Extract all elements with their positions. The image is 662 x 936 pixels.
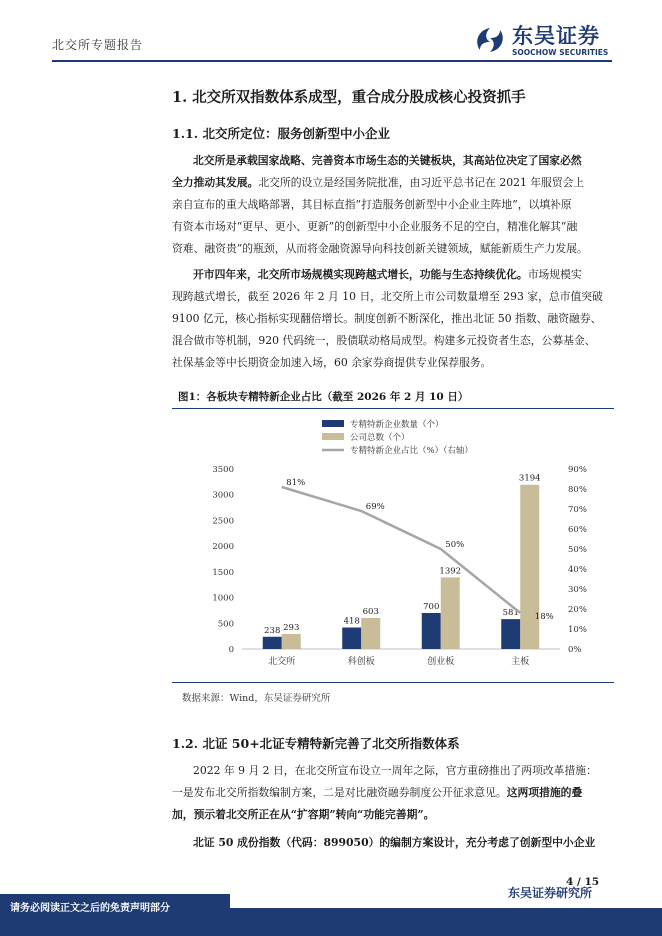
p3-line-3-bold: 加，预示着北交所正在从“扩容期”转向“功能完善期”。: [172, 808, 435, 821]
section-1-heading: 1. 北交所双指数体系成型，重合成分股成核心投资抓手: [172, 89, 526, 106]
legend-label-0: 专精特新企业数量（个）: [350, 420, 444, 430]
y-right-tick-2: 20%: [568, 605, 587, 615]
brand-name-en: SOOCHOW SECURITIES: [512, 48, 609, 57]
bar-label-1-0: 293: [283, 622, 300, 633]
y-right-tick-0: 0%: [568, 645, 582, 655]
p2-line-5: 社保基金等中长期资金加速入场，60 余家券商提供专业保荐服务。: [172, 356, 492, 369]
footer-disclaimer: [0, 894, 230, 918]
p1-line-4: 有资本市场对“更早、更小、更新”的创新型中小企业服务不足的空白，精准化解其“融: [172, 220, 578, 233]
paragraph-4: [172, 832, 614, 854]
header-rule: [52, 60, 612, 62]
p2-line-4: 混合做市等机制，920 代码统一，股债联动格局成型。构建多元投资者生态，公募基金、: [172, 334, 596, 347]
y-right-tick-5: 50%: [568, 545, 587, 555]
pct-label-1: 69%: [365, 502, 385, 512]
p2-line-3: 9100 亿元，核心指标实现翻倍增长。制度创新不断深化，推出北证 50 指数、融资融券、: [172, 312, 602, 325]
p1-bold-2: 全力推动其发展。: [172, 176, 259, 189]
p2-bold: 开市四年来，北交所市场规模实现跨越式增长，功能与生态持续优化。: [193, 268, 528, 281]
figure-1-source: 数据来源：Wind，东吴证券研究所: [182, 693, 331, 704]
pct-label-2: 50%: [445, 540, 465, 550]
legend-swatch-0: [322, 420, 344, 427]
paragraph-3: [172, 760, 614, 826]
bar-0-1: [342, 628, 361, 649]
y-left-tick-1: 500: [217, 619, 234, 630]
y-left-tick-2: 1000: [212, 593, 234, 604]
legend-swatch-1: [322, 433, 344, 440]
p3-line-2-normal: 一是发布北交所指数编制方案，二是对比融资融券制度公开征求意见。: [172, 786, 507, 799]
bar-1-0: [282, 634, 301, 649]
section-1-2-heading: 1.2. 北证 50+北证专精特新完善了北交所指数体系: [172, 736, 460, 751]
pct-label-3: 18%: [534, 612, 554, 622]
p1-rest-2: 北交所的设立是经国务院批准，由习近平总书记在 2021 年服贸会上: [258, 176, 585, 189]
bar-line-chart: [172, 412, 614, 682]
y-right-tick-8: 80%: [568, 485, 587, 495]
p2-line-2: 现跨越式增长，截至 2026 年 2 月 10 日，北交所上市公司数量增至 293 家，总市值突破: [172, 290, 603, 303]
p1-line-3: 亲自宣布的重大战略部署，其目标直指“打造服务创新型中小企业主阵地”，以填补原: [172, 198, 572, 211]
y-left-tick-6: 3000: [212, 490, 234, 501]
bar-label-0-2: 700: [423, 602, 440, 612]
bar-label-0-1: 418: [343, 616, 360, 627]
bar-0-0: [263, 637, 282, 649]
pct-line: [282, 487, 521, 613]
bar-0-2: [422, 613, 441, 649]
brand-name-cn: 东吴证券: [512, 24, 600, 48]
y-right-tick-9: 90%: [568, 465, 587, 475]
y-right-tick-3: 30%: [568, 585, 587, 595]
y-left-tick-4: 2000: [212, 542, 234, 553]
paragraph-2: [172, 264, 614, 374]
bar-label-1-2: 1392: [439, 566, 462, 577]
y-left-tick-7: 3500: [212, 465, 234, 475]
page-number: 4 / 15: [566, 876, 600, 888]
paragraph-1: [172, 150, 614, 260]
footer-institute: 东吴证券研究所: [508, 886, 593, 900]
figure-1-bottom-rule: [172, 682, 614, 683]
bar-1-1: [361, 618, 380, 649]
y-right-tick-4: 40%: [568, 565, 587, 575]
x-tick-0: 北交所: [268, 657, 296, 667]
y-right-tick-7: 70%: [568, 505, 587, 515]
bar-1-3: [520, 485, 539, 649]
bar-label-0-3: 581: [502, 608, 519, 619]
x-tick-3: 主板: [511, 657, 530, 667]
figure-1-title: [172, 388, 614, 409]
y-right-tick-1: 10%: [568, 625, 587, 635]
brand-mark-icon: [472, 22, 508, 58]
footer-disclaimer-text: 请务必阅读正文之后的免责声明部分: [10, 903, 170, 914]
y-left-tick-5: 2500: [212, 516, 234, 527]
p2-rest-1: 市场规模实: [527, 268, 582, 281]
bar-label-1-3: 3194: [518, 473, 541, 484]
x-tick-2: 创业板: [427, 657, 455, 667]
p1-line-5: 资难、融资贵”的瓶颈，从而将金融资源导向科技创新关键领域，赋能新质生产力发展。: [172, 242, 588, 255]
bar-0-3: [501, 619, 520, 649]
p3-line-2-bold: 这两项措施的叠: [506, 786, 583, 799]
y-left-tick-0: 0: [228, 645, 234, 655]
p1-bold-1: 北交所是承载国家战略、完善资本市场生态的关键板块，其高站位决定了国家必然: [193, 154, 582, 167]
figure-1-caption: 各板块专精特新企业占比（截至 2026 年 2 月 10 日）: [206, 391, 469, 403]
p4-bold: 北证 50 成份指数（代码：899050）的编制方案设计，充分考虑了创新型中小企业: [193, 836, 596, 849]
bar-label-1-1: 603: [362, 606, 379, 617]
pct-label-0: 81%: [286, 478, 306, 488]
legend-label-1: 公司总数（个）: [350, 433, 410, 443]
section-1-1-heading: 1.1. 北交所定位：服务创新型中小企业: [172, 126, 390, 141]
report-type: 北交所专题报告: [52, 38, 144, 52]
x-tick-1: 科创板: [347, 657, 375, 667]
bar-label-0-0: 238: [264, 625, 281, 636]
y-left-tick-3: 1500: [212, 567, 234, 578]
figure-1-label: 图1：: [178, 391, 207, 403]
y-right-tick-6: 60%: [568, 525, 587, 535]
brand-logo: [472, 18, 622, 62]
bar-1-2: [441, 577, 460, 649]
p3-line-1: 2022 年 9 月 2 日，在北交所宣布设立一周年之际，官方重磅推出了两项改革措施：: [193, 764, 597, 777]
legend-label-2: 专精特新企业占比（%）（右轴）: [350, 446, 473, 456]
